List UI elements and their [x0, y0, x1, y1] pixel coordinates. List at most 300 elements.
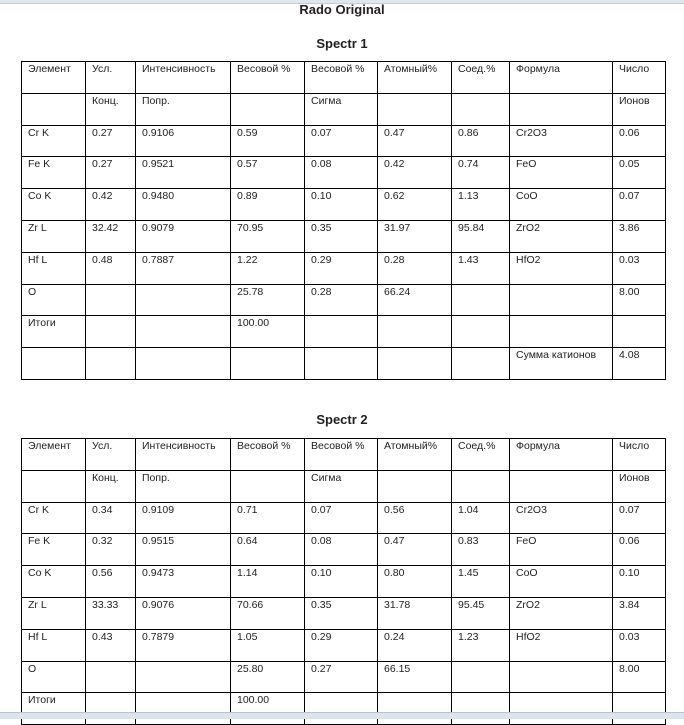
table-cell: [86, 693, 136, 725]
table-row: [22, 125, 666, 157]
table-row: [22, 284, 666, 316]
table-cell: [86, 189, 136, 221]
table-cell: [86, 470, 136, 502]
table-cell: [378, 316, 452, 348]
cell-text: 0.08: [311, 158, 332, 171]
table-cell: [231, 470, 305, 502]
table-cell: [613, 157, 666, 189]
cell-text: CoO: [516, 190, 538, 203]
table-cell: [136, 125, 231, 157]
table-cell: [378, 470, 452, 502]
cell-text: Co K: [28, 567, 52, 580]
table-cell: [452, 189, 510, 221]
table-cell: [378, 597, 452, 629]
table-row: [22, 348, 666, 380]
table-cell: [136, 316, 231, 348]
table-cell: [510, 439, 613, 471]
table-cell: [231, 629, 305, 661]
cell-text: Ионов: [619, 94, 650, 107]
cell-text: 66.15: [384, 662, 411, 675]
cell-text: 25.78: [237, 285, 264, 298]
table-cell: [378, 566, 452, 598]
table-cell: [231, 125, 305, 157]
cell-text: 0.03: [619, 630, 640, 643]
table-cell: [136, 502, 231, 534]
cell-text: 1.04: [458, 503, 479, 516]
cell-text: FeO: [516, 158, 537, 171]
cell-text: 0.42: [384, 158, 405, 171]
table-cell: [613, 693, 666, 725]
cell-text: O: [28, 285, 37, 298]
table-cell: [452, 693, 510, 725]
table-cell: [452, 534, 510, 566]
cell-text: 0.9079: [142, 221, 175, 234]
table-cell: [613, 629, 666, 661]
table-cell: [231, 157, 305, 189]
table-cell: [305, 629, 378, 661]
table-cell: [613, 534, 666, 566]
table-cell: [378, 348, 452, 380]
cell-text: 0.47: [384, 126, 405, 139]
cell-text: 0.28: [311, 285, 332, 298]
table-cell: [86, 220, 136, 252]
cell-text: 0.71: [237, 503, 258, 516]
cell-text: Fe K: [28, 535, 51, 548]
cell-text: ZrO2: [516, 221, 540, 234]
cell-text: 0.56: [92, 567, 113, 580]
table-cell: [613, 661, 666, 693]
table-cell: [136, 220, 231, 252]
table-cell: [231, 220, 305, 252]
table-cell: [452, 597, 510, 629]
table-cell: [305, 189, 378, 221]
cell-text: 66.24: [384, 285, 411, 298]
table-cell: [613, 597, 666, 629]
table-cell: [231, 597, 305, 629]
cell-text: Число: [619, 63, 650, 75]
table-cell: [510, 189, 613, 221]
table-cell: [613, 62, 666, 94]
cell-text: 0.59: [237, 126, 258, 139]
table-cell: [86, 93, 136, 125]
cell-text: Cr K: [28, 503, 49, 516]
table-row: [22, 597, 666, 629]
table-cell: [452, 629, 510, 661]
cell-text: 0.29: [311, 630, 332, 643]
table-cell: [378, 534, 452, 566]
cell-text: Соед.%: [458, 63, 496, 75]
table-cell: [510, 284, 613, 316]
table-cell: [136, 284, 231, 316]
cell-text: Fe K: [28, 158, 51, 171]
table-cell: [510, 220, 613, 252]
table-cell: [231, 661, 305, 693]
table-row: [22, 534, 666, 566]
table-cell: [510, 125, 613, 157]
table-row: [22, 661, 666, 693]
cell-text: 0.27: [92, 158, 113, 171]
table-cell: [510, 597, 613, 629]
table-cell: [136, 157, 231, 189]
table-cell: [613, 93, 666, 125]
table-cell: [231, 566, 305, 598]
table-row: [22, 220, 666, 252]
table-cell: [305, 220, 378, 252]
cell-text: Формула: [516, 63, 560, 75]
cell-text: Весовой %: [237, 440, 291, 452]
table-cell: [136, 348, 231, 380]
cell-text: 3.84: [619, 598, 640, 611]
cell-text: Весовой %: [237, 63, 291, 75]
table-cell: [86, 597, 136, 629]
cell-text: 100.00: [237, 317, 270, 330]
table-cell: [136, 661, 231, 693]
cell-text: 8.00: [619, 662, 640, 675]
cell-text: 0.43: [92, 630, 113, 643]
table-cell: [452, 252, 510, 284]
table-row: [22, 629, 666, 661]
cell-text: 0.7887: [142, 253, 175, 266]
table-cell: [305, 125, 378, 157]
table-cell: [86, 252, 136, 284]
table-cell: [305, 252, 378, 284]
cell-text: Элемент: [28, 63, 71, 75]
table-cell: [510, 252, 613, 284]
table-cell: [136, 566, 231, 598]
cell-text: 95.84: [458, 221, 485, 234]
cell-text: 1.43: [458, 253, 479, 266]
table-cell: [86, 316, 136, 348]
cell-text: 0.9106: [142, 126, 175, 139]
table-cell: [305, 439, 378, 471]
table-header-row: [22, 439, 666, 471]
cell-text: 0.06: [619, 535, 640, 548]
table-cell: [378, 62, 452, 94]
cell-text: 0.9076: [142, 598, 175, 611]
cell-text: 0.74: [458, 158, 479, 171]
table-cell: [22, 220, 86, 252]
table-cell: [86, 629, 136, 661]
table-cell: [22, 502, 86, 534]
table-row: [22, 157, 666, 189]
table-cell: [305, 470, 378, 502]
table-cell: [378, 93, 452, 125]
cell-text: Конц.: [92, 94, 119, 107]
table-cell: [86, 502, 136, 534]
table-cell: [22, 661, 86, 693]
cell-text: Попр.: [142, 471, 170, 484]
cell-text: 0.35: [311, 221, 332, 234]
table-cell: [510, 502, 613, 534]
table-cell: [452, 661, 510, 693]
cell-text: 70.95: [237, 221, 264, 234]
table-cell: [452, 439, 510, 471]
table-cell: [378, 284, 452, 316]
cell-text: 0.9480: [142, 190, 175, 203]
table-cell: [378, 189, 452, 221]
cell-text: 95.45: [458, 598, 485, 611]
table-cell: [452, 220, 510, 252]
cell-text: Интенсивность: [142, 63, 216, 75]
table-cell: [452, 125, 510, 157]
cell-text: 1.22: [237, 253, 258, 266]
table-header-row: [22, 62, 666, 94]
table-cell: [452, 566, 510, 598]
table-cell: [22, 93, 86, 125]
table-cell: [510, 566, 613, 598]
cell-text: 0.9521: [142, 158, 175, 171]
table-cell: [22, 252, 86, 284]
table-cell: [86, 534, 136, 566]
table-row: [22, 693, 666, 725]
table-cell: [136, 597, 231, 629]
table-cell: [22, 534, 86, 566]
cell-text: Атомный%: [384, 440, 438, 452]
cell-text: 0.7879: [142, 630, 175, 643]
cell-text: Итоги: [28, 694, 56, 707]
table-row: [22, 189, 666, 221]
cell-text: Весовой %: [311, 440, 365, 452]
cell-text: 0.27: [311, 662, 332, 675]
table-cell: [305, 693, 378, 725]
table-cell: [510, 316, 613, 348]
cell-text: 0.08: [311, 535, 332, 548]
cell-text: 0.62: [384, 190, 405, 203]
cell-text: 0.9109: [142, 503, 175, 516]
table-cell: [305, 157, 378, 189]
table-cell: [378, 439, 452, 471]
spectr-1-table: [21, 61, 666, 380]
table-cell: [22, 348, 86, 380]
table-cell: [452, 157, 510, 189]
cell-text: Конц.: [92, 471, 119, 484]
table-cell: [613, 348, 666, 380]
table-cell: [22, 693, 86, 725]
cell-text: 0.24: [384, 630, 405, 643]
cell-text: 70.66: [237, 598, 264, 611]
table-cell: [136, 252, 231, 284]
cell-text: 1.14: [237, 567, 258, 580]
cell-text: 0.89: [237, 190, 258, 203]
cell-text: Формула: [516, 440, 560, 452]
table-cell: [510, 693, 613, 725]
table-cell: [22, 470, 86, 502]
table-cell: [86, 62, 136, 94]
table-cell: [378, 629, 452, 661]
cell-text: FeO: [516, 535, 537, 548]
table-cell: [231, 693, 305, 725]
table-cell: [510, 534, 613, 566]
cell-text: Атомный%: [384, 63, 438, 75]
cell-text: 1.45: [458, 567, 479, 580]
table-header-row: [22, 470, 666, 502]
cell-text: Hf L: [28, 253, 48, 266]
table-cell: [378, 157, 452, 189]
table-cell: [305, 348, 378, 380]
table-cell: [231, 284, 305, 316]
table-cell: [613, 189, 666, 221]
cell-text: 31.97: [384, 221, 411, 234]
cell-text: 0.07: [619, 190, 640, 203]
table-cell: [136, 693, 231, 725]
table-cell: [86, 348, 136, 380]
cell-text: Сигма: [311, 94, 342, 107]
table-cell: [86, 439, 136, 471]
cell-text: Число: [619, 440, 650, 452]
cell-text: 0.32: [92, 535, 113, 548]
cell-text: 0.56: [384, 503, 405, 516]
table-cell: [510, 629, 613, 661]
cell-text: ZrO2: [516, 598, 540, 611]
table-cell: [452, 348, 510, 380]
table-cell: [613, 220, 666, 252]
table-cell: [136, 189, 231, 221]
cell-text: 0.27: [92, 126, 113, 139]
cell-text: 0.57: [237, 158, 258, 171]
table-cell: [86, 566, 136, 598]
cell-text: 0.03: [619, 253, 640, 266]
cell-text: 0.80: [384, 567, 405, 580]
table-cell: [452, 502, 510, 534]
section-title-spectr-2: Spectr 2: [316, 412, 368, 427]
table-cell: [613, 439, 666, 471]
table-cell: [510, 470, 613, 502]
cell-text: Cr K: [28, 126, 49, 139]
table-cell: [231, 534, 305, 566]
cell-text: 0.10: [619, 567, 640, 580]
cell-text: 0.9473: [142, 567, 175, 580]
table-cell: [613, 252, 666, 284]
cell-text: 31.78: [384, 598, 411, 611]
cell-text: 4.08: [619, 349, 640, 362]
table-row: [22, 502, 666, 534]
table-cell: [22, 597, 86, 629]
cell-text: 0.06: [619, 126, 640, 139]
cell-text: CoO: [516, 567, 538, 580]
table-cell: [305, 597, 378, 629]
table-cell: [510, 93, 613, 125]
cell-text: Ионов: [619, 471, 650, 484]
cell-text: 0.86: [458, 126, 479, 139]
table-cell: [231, 189, 305, 221]
table-cell: [378, 252, 452, 284]
table-cell: [452, 316, 510, 348]
table-cell: [136, 62, 231, 94]
table-cell: [136, 93, 231, 125]
cell-text: Усл.: [92, 440, 113, 452]
table-cell: [305, 566, 378, 598]
table-cell: [305, 661, 378, 693]
table-cell: [305, 62, 378, 94]
cell-text: Cr2O3: [516, 503, 547, 516]
cell-text: 1.23: [458, 630, 479, 643]
table-cell: [305, 502, 378, 534]
cell-text: 0.34: [92, 503, 113, 516]
table-cell: [22, 157, 86, 189]
table-cell: [22, 284, 86, 316]
document-title: Rado Original: [299, 2, 385, 17]
table-cell: [231, 252, 305, 284]
table-cell: [305, 316, 378, 348]
table-cell: [510, 157, 613, 189]
table-cell: [22, 439, 86, 471]
table-cell: [613, 502, 666, 534]
cell-text: 0.48: [92, 253, 113, 266]
cell-text: 0.07: [311, 126, 332, 139]
cell-text: HfO2: [516, 630, 541, 643]
table-cell: [613, 284, 666, 316]
table-cell: [231, 439, 305, 471]
table-row: [22, 316, 666, 348]
cell-text: 0.07: [311, 503, 332, 516]
table-cell: [613, 566, 666, 598]
table-cell: [136, 439, 231, 471]
table-cell: [22, 316, 86, 348]
cell-text: 0.28: [384, 253, 405, 266]
table-cell: [613, 470, 666, 502]
table-cell: [22, 189, 86, 221]
table-cell: [510, 661, 613, 693]
cell-text: 8.00: [619, 285, 640, 298]
table-cell: [305, 93, 378, 125]
table-cell: [22, 566, 86, 598]
cell-text: 32.42: [92, 221, 119, 234]
cell-text: 0.35: [311, 598, 332, 611]
table-cell: [378, 661, 452, 693]
table-cell: [22, 62, 86, 94]
table-cell: [22, 629, 86, 661]
table-cell: [613, 125, 666, 157]
cell-text: 3.86: [619, 221, 640, 234]
table-cell: [378, 125, 452, 157]
section-title-spectr-1: Spectr 1: [316, 36, 368, 51]
cell-text: 0.9515: [142, 535, 175, 548]
cell-text: 0.29: [311, 253, 332, 266]
table-cell: [305, 284, 378, 316]
cell-text: 0.07: [619, 503, 640, 516]
cell-text: HfO2: [516, 253, 541, 266]
table-header-row: [22, 93, 666, 125]
table-cell: [452, 284, 510, 316]
table-cell: [613, 316, 666, 348]
cell-text: Hf L: [28, 630, 48, 643]
table-cell: [86, 661, 136, 693]
table-cell: [452, 470, 510, 502]
cell-text: 0.47: [384, 535, 405, 548]
cell-text: Co K: [28, 190, 52, 203]
cell-text: 0.10: [311, 190, 332, 203]
cell-text: 1.13: [458, 190, 479, 203]
spectr-2-table: [21, 438, 666, 725]
cell-text: Сигма: [311, 471, 342, 484]
cell-text: Соед.%: [458, 440, 496, 452]
cell-text: 100.00: [237, 694, 270, 707]
cell-text: 0.64: [237, 535, 258, 548]
table-cell: [86, 157, 136, 189]
cell-text: 0.83: [458, 535, 479, 548]
table-cell: [378, 220, 452, 252]
cell-text: Усл.: [92, 63, 113, 75]
cell-text: Сумма катионов: [516, 349, 597, 362]
cell-text: 25.80: [237, 662, 264, 675]
cell-text: Cr2O3: [516, 126, 547, 139]
cell-text: Весовой %: [311, 63, 365, 75]
cell-text: 0.10: [311, 567, 332, 580]
table-cell: [378, 693, 452, 725]
table-cell: [305, 534, 378, 566]
cell-text: 1.05: [237, 630, 258, 643]
cell-text: 0.05: [619, 158, 640, 171]
